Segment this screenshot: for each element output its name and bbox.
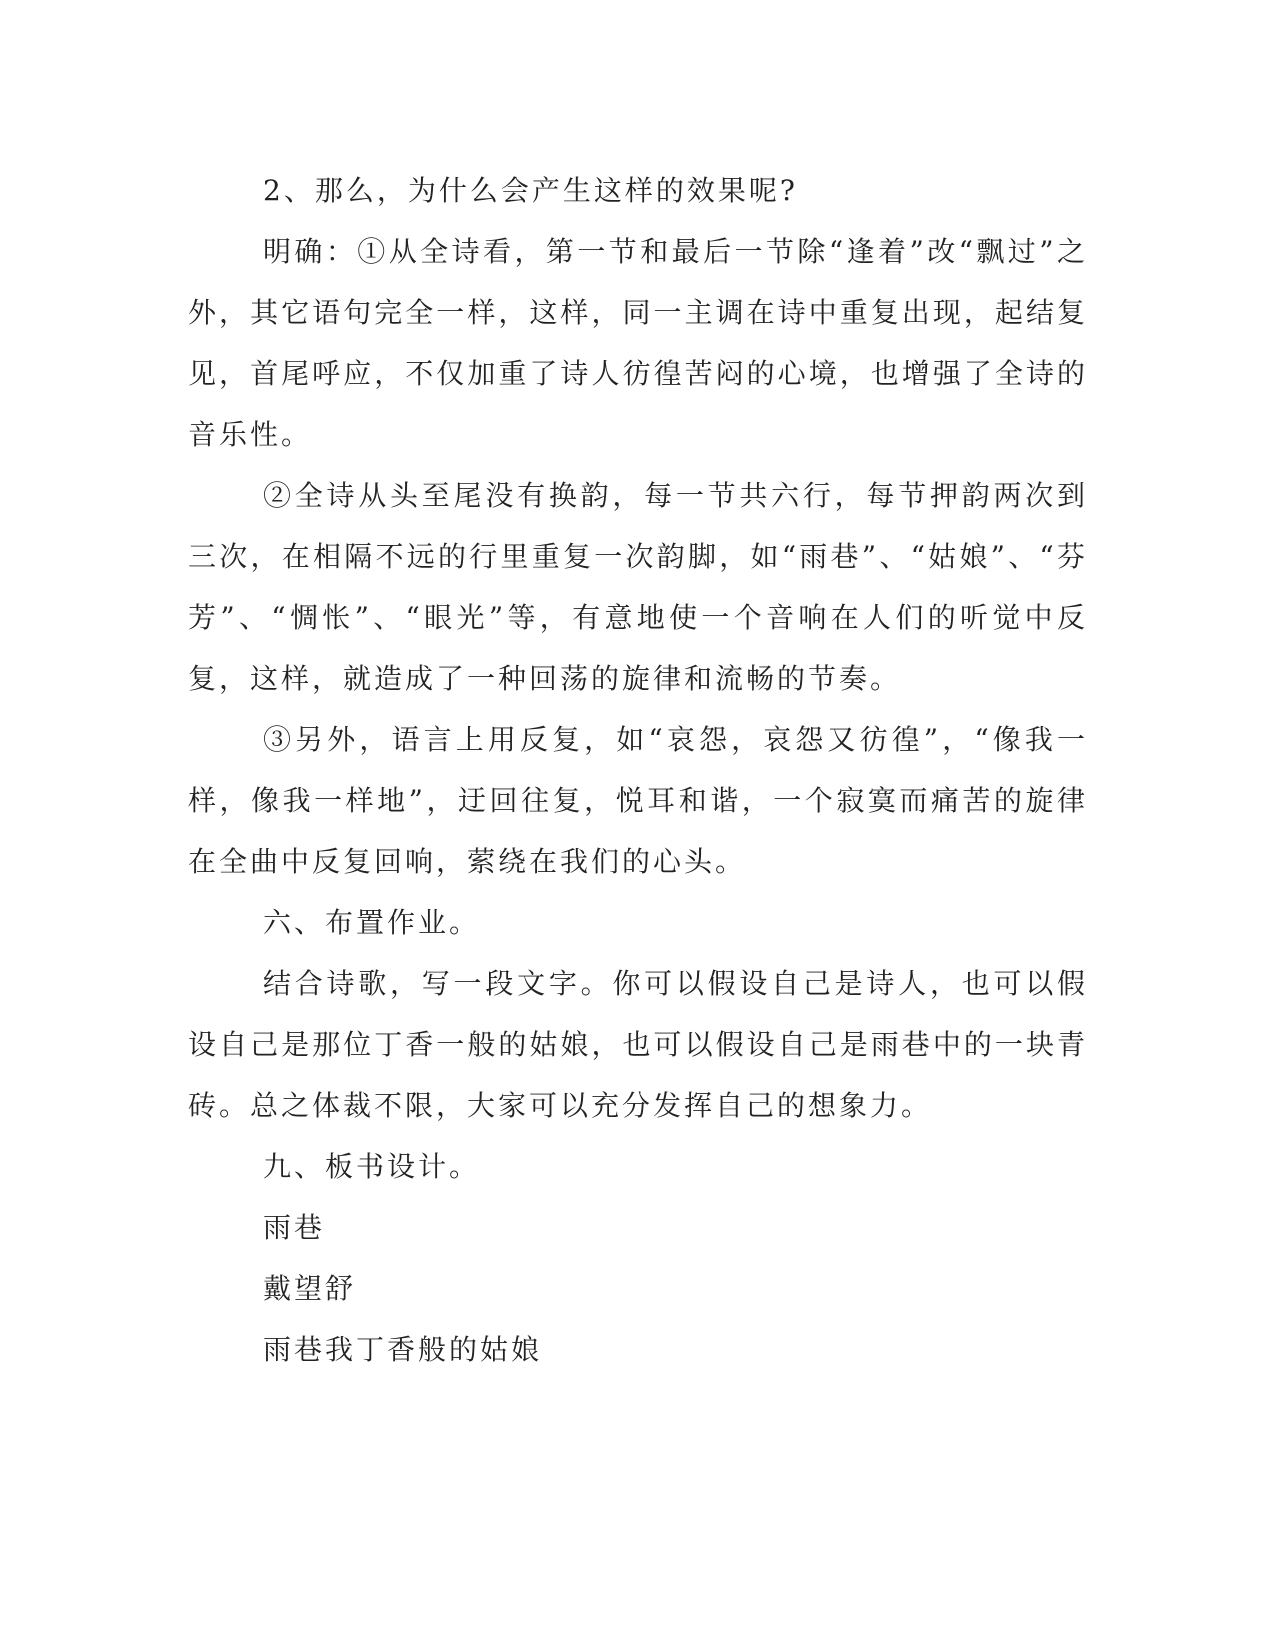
board-design-heading: 九、板书设计。: [263, 1150, 481, 1183]
board-author: 戴望舒: [263, 1272, 357, 1305]
answer-paragraph-1: 明确：①从全诗看，第一节和最后一节除“逢着”改“飘过”之外，其它语句完全一样，这样，同一主调在诗中重复出现，起结复见，首尾呼应，不仅加重了诗人彷徨苦闷的心境，也增强了全诗的音乐性。: [188, 235, 1088, 451]
answer-paragraph-3: ③另外，语言上用反复，如“哀怨，哀怨又彷徨”，“像我一样，像我一样地”，迂回往复，悦耳和谐，一个寂寞而痛苦的旋律在全曲中反复回响，萦绕在我们的心头。: [188, 723, 1088, 878]
homework-heading: 六、布置作业。: [263, 906, 481, 939]
question-heading: 2、那么，为什么会产生这样的效果呢?: [263, 174, 798, 207]
board-title: 雨巷: [263, 1211, 326, 1244]
homework-paragraph: 结合诗歌，写一段文字。你可以假设自己是诗人，也可以假设自己是那位丁香一般的姑娘，也可以假设自己是雨巷中的一块青砖。总之体裁不限，大家可以充分发挥自己的想象力。: [188, 967, 1088, 1122]
board-line: 雨巷我丁香般的姑娘: [263, 1333, 543, 1366]
answer-paragraph-2: ②全诗从头至尾没有换韵，每一节共六行，每节押韵两次到三次，在相隔不远的行里重复一次韵脚，如“雨巷”、“姑娘”、“芬芳”、“惆怅”、“眼光”等，有意地使一个音响在人们的听觉中反复，这样，就造成了一种回荡的旋律和流畅的节奏。: [188, 479, 1088, 695]
document-body: [188, 160, 1088, 1380]
